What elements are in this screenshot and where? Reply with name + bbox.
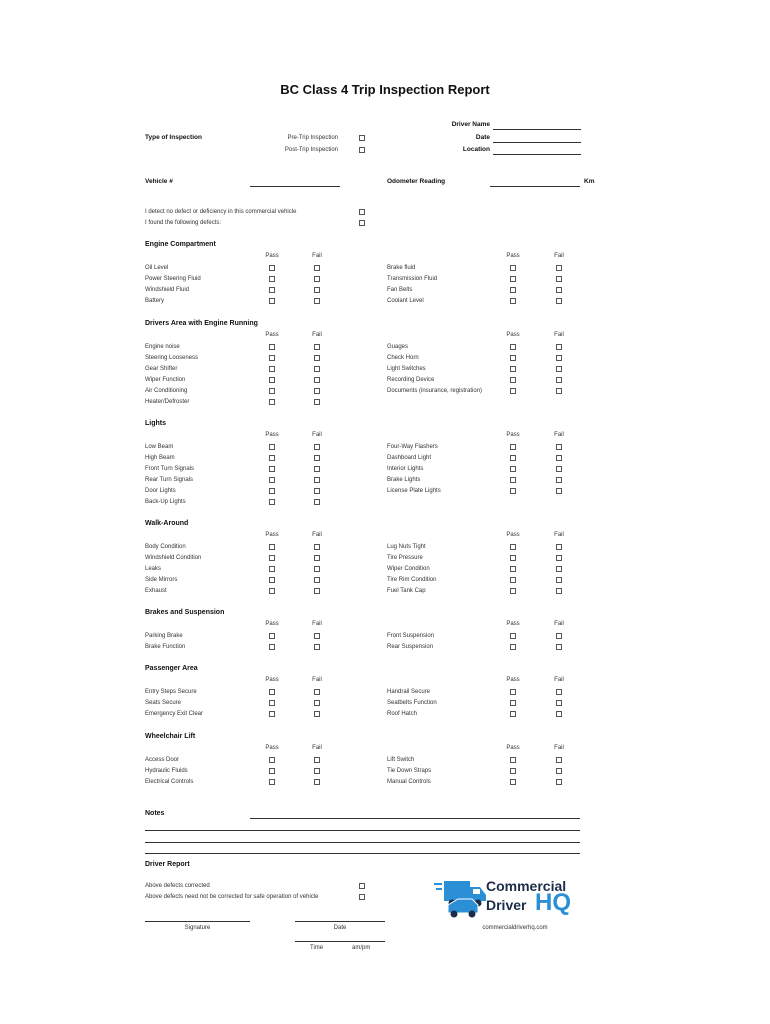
fail-checkbox[interactable]	[556, 344, 562, 350]
notes-label: Notes	[145, 810, 165, 817]
pass-header: Pass	[265, 621, 279, 627]
fail-checkbox[interactable]	[314, 555, 320, 561]
pass-checkbox[interactable]	[269, 388, 275, 394]
pre-trip-label: Pre-Trip Inspection	[287, 135, 338, 141]
pass-checkbox[interactable]	[269, 644, 275, 650]
no-defect-checkbox[interactable]	[359, 209, 365, 215]
fail-header: Fail	[312, 532, 322, 538]
pass-checkbox[interactable]	[510, 298, 516, 304]
fail-checkbox[interactable]	[556, 779, 562, 785]
fail-checkbox[interactable]	[556, 711, 562, 717]
notes-line[interactable]	[250, 818, 580, 819]
date-signed-label: Date	[333, 925, 347, 931]
fail-checkbox[interactable]	[314, 265, 320, 271]
check-item-label: Front Turn Signals	[145, 466, 195, 472]
fail-checkbox[interactable]	[556, 455, 562, 461]
section-title: Engine Compartment	[145, 241, 216, 248]
check-item-label: Seatbelts Function	[387, 700, 437, 706]
check-item-label: Steering Looseness	[145, 355, 199, 361]
page-title: BC Class 4 Trip Inspection Report	[280, 82, 490, 97]
fail-checkbox[interactable]	[556, 555, 562, 561]
pass-checkbox[interactable]	[269, 700, 275, 706]
check-item-label: Back-Up Lights	[145, 499, 186, 505]
check-item-label: Wiper Function	[145, 377, 186, 383]
vehicle-field[interactable]	[250, 186, 340, 187]
fail-checkbox[interactable]	[314, 455, 320, 461]
check-item-label: Transmission Fluid	[387, 276, 438, 282]
check-item-label: Emergency Exit Clear	[145, 711, 204, 717]
pass-checkbox[interactable]	[269, 399, 275, 405]
check-item-label: Rear Suspension	[387, 644, 434, 650]
pass-checkbox[interactable]	[510, 588, 516, 594]
fail-checkbox[interactable]	[556, 633, 562, 639]
check-item-label: Leaks	[145, 566, 162, 572]
odometer-label: Odometer Reading	[387, 178, 446, 185]
pass-checkbox[interactable]	[510, 344, 516, 350]
check-item-label: Exhaust	[145, 588, 167, 594]
pass-checkbox[interactable]	[510, 566, 516, 572]
pass-header: Pass	[265, 532, 279, 538]
fail-header: Fail	[554, 253, 564, 259]
check-item-label: Documents (insurance, registration)	[387, 388, 483, 394]
driver-report-title: Driver Report	[145, 861, 190, 868]
check-item-label: Hydraulic Fluids	[145, 768, 188, 774]
driver-name-field[interactable]	[493, 129, 581, 130]
pass-checkbox[interactable]	[510, 555, 516, 561]
pass-checkbox[interactable]	[269, 444, 275, 450]
fail-header: Fail	[312, 745, 322, 751]
check-item-label: Fuel Tank Cap	[387, 588, 426, 594]
fail-checkbox[interactable]	[314, 466, 320, 472]
fail-checkbox[interactable]	[314, 366, 320, 372]
pass-header: Pass	[265, 253, 279, 259]
pass-header: Pass	[265, 745, 279, 751]
check-item-label: Power Steering Fluid	[145, 276, 201, 282]
pass-header: Pass	[265, 677, 279, 683]
pass-checkbox[interactable]	[269, 499, 275, 505]
date-field[interactable]	[493, 142, 581, 143]
check-item-label: Windshield Fluid	[145, 287, 190, 293]
fail-checkbox[interactable]	[314, 644, 320, 650]
pass-checkbox[interactable]	[510, 577, 516, 583]
pass-checkbox[interactable]	[269, 366, 275, 372]
pass-checkbox[interactable]	[510, 711, 516, 717]
pass-checkbox[interactable]	[510, 544, 516, 550]
pre-trip-checkbox[interactable]	[359, 135, 365, 141]
fail-checkbox[interactable]	[314, 700, 320, 706]
type-of-inspection-label: Type of Inspection	[145, 134, 202, 141]
pass-checkbox[interactable]	[510, 265, 516, 271]
check-item-label: Gear Shifter	[145, 366, 178, 372]
pass-header: Pass	[506, 621, 520, 627]
pass-checkbox[interactable]	[269, 344, 275, 350]
section-title: Wheelchair Lift	[145, 733, 196, 740]
vehicle-label: Vehicle #	[145, 178, 173, 185]
pass-checkbox[interactable]	[510, 757, 516, 763]
check-item-label: Manual Controls	[387, 779, 431, 785]
section-title: Drivers Area with Engine Running	[145, 320, 258, 327]
pass-checkbox[interactable]	[269, 355, 275, 361]
defects-not-needed-checkbox[interactable]	[359, 894, 365, 900]
fail-checkbox[interactable]	[314, 499, 320, 505]
check-item-label: Access Door	[145, 757, 180, 763]
pass-checkbox[interactable]	[510, 276, 516, 282]
pass-checkbox[interactable]	[510, 287, 516, 293]
truck-icon	[432, 879, 488, 919]
website-url[interactable]: commercialdriverhq.com	[482, 925, 548, 931]
pass-checkbox[interactable]	[510, 377, 516, 383]
pass-header: Pass	[265, 332, 279, 338]
fail-checkbox[interactable]	[314, 544, 320, 550]
check-item-label: Check Horn	[387, 355, 419, 361]
fail-checkbox[interactable]	[556, 377, 562, 383]
check-item-label: Low Beam	[145, 444, 174, 450]
fail-checkbox[interactable]	[314, 768, 320, 774]
check-item-label: License Plate Lights	[387, 488, 441, 494]
fail-checkbox[interactable]	[314, 477, 320, 483]
fail-checkbox[interactable]	[556, 588, 562, 594]
fail-header: Fail	[312, 332, 322, 338]
fail-checkbox[interactable]	[314, 633, 320, 639]
check-item-label: Front Suspension	[387, 633, 435, 639]
pass-checkbox[interactable]	[269, 768, 275, 774]
check-item-label: Interior Lights	[387, 466, 424, 472]
check-item-label: Lift Switch	[387, 757, 415, 763]
fail-checkbox[interactable]	[556, 287, 562, 293]
fail-checkbox[interactable]	[314, 577, 320, 583]
pass-checkbox[interactable]	[510, 689, 516, 695]
check-item-label: Heater/Defroster	[145, 399, 190, 405]
check-item-label: High Beam	[145, 455, 175, 461]
post-trip-checkbox[interactable]	[359, 147, 365, 153]
fail-checkbox[interactable]	[314, 588, 320, 594]
pass-checkbox[interactable]	[510, 633, 516, 639]
pass-checkbox[interactable]	[510, 388, 516, 394]
check-item-label: Coolant Level	[387, 298, 424, 304]
pass-checkbox[interactable]	[269, 555, 275, 561]
pass-checkbox[interactable]	[510, 768, 516, 774]
pass-header: Pass	[506, 332, 520, 338]
pass-checkbox[interactable]	[269, 711, 275, 717]
pass-checkbox[interactable]	[510, 366, 516, 372]
fail-checkbox[interactable]	[314, 276, 320, 282]
location-field[interactable]	[493, 154, 581, 155]
check-item-label: Side Mirrors	[145, 577, 178, 583]
fail-header: Fail	[554, 432, 564, 438]
fail-header: Fail	[554, 332, 564, 338]
fail-checkbox[interactable]	[314, 711, 320, 717]
notes-line[interactable]	[145, 842, 580, 843]
pass-checkbox[interactable]	[510, 444, 516, 450]
check-item-label: Wiper Condition	[387, 566, 430, 572]
check-item-label: Air Conditioning	[145, 388, 188, 394]
pass-checkbox[interactable]	[269, 588, 275, 594]
ampm-label: am/pm	[352, 945, 371, 951]
fail-checkbox[interactable]	[556, 768, 562, 774]
check-item-label: Dashboard Light	[387, 455, 432, 461]
check-item-label: Guages	[387, 344, 409, 350]
check-item-label: Handrail Secure	[387, 689, 431, 695]
fail-checkbox[interactable]	[556, 566, 562, 572]
fail-checkbox[interactable]	[556, 544, 562, 550]
pass-checkbox[interactable]	[510, 779, 516, 785]
defects-corrected-checkbox[interactable]	[359, 883, 365, 889]
check-item-label: Entry Steps Secure	[145, 689, 197, 695]
check-item-label: Seats Secure	[145, 700, 182, 706]
pass-header: Pass	[506, 432, 520, 438]
pass-checkbox[interactable]	[269, 276, 275, 282]
section-title: Brakes and Suspension	[145, 609, 225, 616]
fail-checkbox[interactable]	[314, 287, 320, 293]
fail-checkbox[interactable]	[556, 298, 562, 304]
pass-checkbox[interactable]	[269, 377, 275, 383]
check-item-label: Tie Down Straps	[387, 768, 432, 774]
pass-checkbox[interactable]	[269, 298, 275, 304]
defects-corrected-label: Above defects corrected	[145, 883, 210, 889]
pass-header: Pass	[265, 432, 279, 438]
fail-checkbox[interactable]	[314, 399, 320, 405]
check-item-label: Electrical Controls	[145, 779, 194, 785]
pass-checkbox[interactable]	[269, 577, 275, 583]
pass-checkbox[interactable]	[269, 455, 275, 461]
check-item-label: Door Lights	[145, 488, 176, 494]
check-item-label: Windshield Condition	[145, 555, 202, 561]
fail-checkbox[interactable]	[556, 388, 562, 394]
odometer-field[interactable]	[490, 186, 580, 187]
fail-checkbox[interactable]	[556, 577, 562, 583]
pass-checkbox[interactable]	[269, 633, 275, 639]
pass-checkbox[interactable]	[269, 477, 275, 483]
fail-header: Fail	[554, 532, 564, 538]
time-line[interactable]	[295, 941, 385, 942]
fail-checkbox[interactable]	[314, 388, 320, 394]
check-item-label: Roof Hatch	[387, 711, 418, 717]
pass-checkbox[interactable]	[510, 700, 516, 706]
fail-header: Fail	[554, 745, 564, 751]
pass-checkbox[interactable]	[510, 644, 516, 650]
check-item-label: Tire Pressure	[387, 555, 423, 561]
fail-checkbox[interactable]	[314, 444, 320, 450]
check-item-label: Body Condition	[145, 544, 186, 550]
check-item-label: Engine noise	[145, 344, 180, 350]
section-title: Walk-Around	[145, 520, 189, 527]
pass-checkbox[interactable]	[269, 466, 275, 472]
fail-header: Fail	[312, 253, 322, 259]
fail-checkbox[interactable]	[556, 644, 562, 650]
fail-checkbox[interactable]	[314, 689, 320, 695]
fail-checkbox[interactable]	[556, 265, 562, 271]
fail-checkbox[interactable]	[314, 377, 320, 383]
signature-label: Signature	[184, 925, 211, 931]
fail-checkbox[interactable]	[556, 689, 562, 695]
fail-checkbox[interactable]	[556, 757, 562, 763]
section-title: Lights	[145, 420, 166, 427]
pass-checkbox[interactable]	[510, 455, 516, 461]
check-item-label: Light Switches	[387, 366, 426, 372]
location-label: Location	[462, 146, 490, 153]
driver-name-label: Driver Name	[451, 121, 490, 128]
check-item-label: Brake fluid	[387, 265, 416, 271]
check-item-label: Four-Way Flashers	[387, 444, 438, 450]
logo-line2: Driver	[486, 897, 527, 913]
fail-header: Fail	[312, 621, 322, 627]
km-label: Km	[584, 178, 595, 185]
fail-header: Fail	[312, 432, 322, 438]
pass-checkbox[interactable]	[269, 544, 275, 550]
pass-checkbox[interactable]	[269, 757, 275, 763]
check-item-label: Battery	[145, 298, 165, 304]
fail-checkbox[interactable]	[556, 488, 562, 494]
time-label: Time	[310, 945, 324, 951]
pass-header: Pass	[506, 532, 520, 538]
fail-checkbox[interactable]	[556, 466, 562, 472]
notes-line[interactable]	[145, 853, 580, 854]
pass-checkbox[interactable]	[269, 265, 275, 271]
fail-checkbox[interactable]	[556, 366, 562, 372]
check-item-label: Brake Lights	[387, 477, 421, 483]
pass-checkbox[interactable]	[510, 488, 516, 494]
fail-checkbox[interactable]	[556, 355, 562, 361]
fail-checkbox[interactable]	[314, 757, 320, 763]
post-trip-label: Post-Trip Inspection	[284, 147, 338, 153]
pass-checkbox[interactable]	[269, 566, 275, 572]
pass-header: Pass	[506, 253, 520, 259]
company-logo	[432, 877, 582, 921]
date-label: Date	[475, 134, 490, 141]
fail-checkbox[interactable]	[314, 566, 320, 572]
signature-line[interactable]	[145, 921, 250, 922]
pass-checkbox[interactable]	[269, 488, 275, 494]
logo-hq: HQ	[535, 889, 571, 916]
found-defects-checkbox[interactable]	[359, 220, 365, 226]
date-signed-line[interactable]	[295, 921, 385, 922]
defects-not-needed-label: Above defects need not be corrected for safe operation of vehicle	[145, 894, 319, 900]
check-item-label: Fan Belts	[387, 287, 413, 293]
pass-header: Pass	[506, 677, 520, 683]
pass-header: Pass	[506, 745, 520, 751]
check-item-label: Lug Nuts Tight	[387, 544, 426, 550]
notes-line[interactable]	[145, 830, 580, 831]
logo-line1: Commercial	[486, 878, 567, 894]
fail-checkbox[interactable]	[314, 344, 320, 350]
check-item-label: Rear Turn Signals	[145, 477, 194, 483]
fail-checkbox[interactable]	[556, 700, 562, 706]
fail-header: Fail	[554, 677, 564, 683]
found-defects-label: I found the following defects:	[145, 220, 222, 226]
fail-checkbox[interactable]	[314, 488, 320, 494]
pass-checkbox[interactable]	[269, 287, 275, 293]
check-item-label: Brake Function	[145, 644, 186, 650]
check-item-label: Tire Rim Condition	[387, 577, 437, 583]
section-title: Passenger Area	[145, 665, 198, 672]
check-item-label: Recording Device	[387, 377, 435, 383]
check-item-label: Parking Brake	[145, 633, 183, 639]
fail-header: Fail	[554, 621, 564, 627]
fail-checkbox[interactable]	[314, 355, 320, 361]
fail-checkbox[interactable]	[314, 298, 320, 304]
pass-checkbox[interactable]	[269, 779, 275, 785]
check-item-label: Oil Level	[145, 265, 169, 271]
fail-checkbox[interactable]	[556, 276, 562, 282]
fail-header: Fail	[312, 677, 322, 683]
no-defect-label: I detect no defect or deficiency in this commercial vehicle	[145, 209, 297, 215]
pass-checkbox[interactable]	[510, 466, 516, 472]
fail-checkbox[interactable]	[556, 444, 562, 450]
pass-checkbox[interactable]	[269, 689, 275, 695]
fail-checkbox[interactable]	[314, 779, 320, 785]
pass-checkbox[interactable]	[510, 355, 516, 361]
pass-checkbox[interactable]	[510, 477, 516, 483]
fail-checkbox[interactable]	[556, 477, 562, 483]
